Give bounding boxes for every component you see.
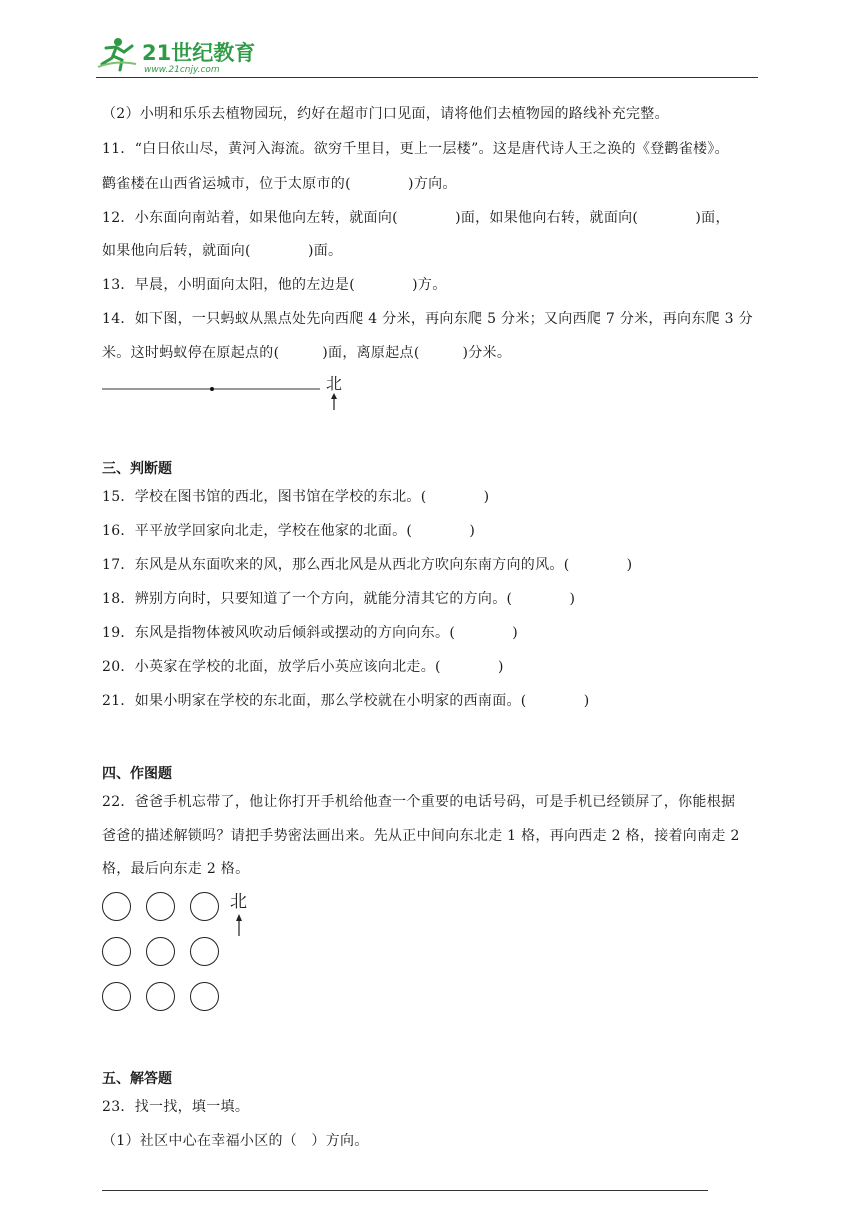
- question-12-line-1: 12．小东面向南站着，如果他向左转，就面向( )面，如果他向右转，就面向( )面，: [102, 210, 730, 226]
- pattern-dot[interactable]: [190, 982, 219, 1011]
- section-5-title: 五、解答题: [102, 1071, 172, 1087]
- question-11-line-2: 鹳雀楼在山西省运城市，位于太原市的( )方向。: [102, 176, 457, 192]
- question-19: 19．东风是指物体被风吹动后倾斜或摆动的方向向东。( ): [102, 625, 519, 641]
- svg-text:21世纪教育: 21世纪教育: [142, 41, 256, 65]
- logo: [96, 34, 261, 74]
- page-header: [96, 30, 758, 78]
- grid-north-indicator: [230, 892, 252, 938]
- pattern-dot[interactable]: [146, 892, 175, 921]
- question-13: 13．早晨，小明面向太阳，他的左边是( )方。: [102, 277, 447, 293]
- question-11-line-1: 11．“白日依山尽，黄河入海流。欲穷千里目，更上一层楼”。这是唐代诗人王之涣的《登鹳雀楼》。: [102, 141, 729, 157]
- north-arrow-icon: [331, 393, 337, 399]
- question-23: 23．找一找，填一填。: [102, 1099, 250, 1115]
- north-label: 北: [326, 374, 343, 393]
- footer-divider: [102, 1190, 708, 1191]
- pattern-dot[interactable]: [146, 937, 175, 966]
- pattern-dot[interactable]: [190, 892, 219, 921]
- question-17: 17．东风是从东面吹来的风，那么西北风是从西北方吹向东南方向的风。( ): [102, 557, 633, 573]
- question-18: 18．辨别方向时，只要知道了一个方向，就能分清其它的方向。( ): [102, 591, 576, 607]
- start-dot: [210, 387, 214, 391]
- question-12-line-2: 如果他向后转，就面向( )面。: [102, 243, 343, 259]
- unlock-pattern-grid: [102, 890, 282, 1020]
- question-14-line-1: 14．如下图，一只蚂蚁从黑点处先向西爬 4 分米，再向东爬 5 分米；又向西爬 7 分米，再向东爬 3 分: [102, 311, 753, 327]
- question-15: 15．学校在图书馆的西北，图书馆在学校的东北。( ): [102, 489, 490, 505]
- pattern-dot[interactable]: [102, 937, 131, 966]
- pattern-dot[interactable]: [146, 982, 175, 1011]
- svg-text:www.21cnjy.com: www.21cnjy.com: [144, 65, 220, 74]
- header-divider: [96, 77, 758, 78]
- section-3-title: 三、判断题: [102, 461, 172, 477]
- question-20: 20．小英家在学校的北面，放学后小英应该向北走。( ): [102, 659, 504, 675]
- question-22-line-1: 22．爸爸手机忘带了，他让你打开手机给他查一个重要的电话号码，可是手机已经锁屏了，你能根据: [102, 794, 736, 810]
- runner-logo-icon: [96, 34, 261, 74]
- ant-path-diagram: [102, 372, 362, 412]
- question-16: 16．平平放学回家向北走，学校在他家的北面。( ): [102, 523, 476, 539]
- pattern-dot[interactable]: [102, 982, 131, 1011]
- pattern-dot[interactable]: [102, 892, 131, 921]
- question-text: （2）小明和乐乐去植物园玩，约好在超市门口见面，请将他们去植物园的路线补充完整。: [102, 106, 669, 122]
- question-21: 21．如果小明家在学校的东北面，那么学校就在小明家的西南面。( ): [102, 693, 590, 709]
- north-label: 北: [230, 892, 247, 912]
- question-22-line-2: 爸爸的描述解锁吗？请把手势密法画出来。先从正中间向东北走 1 格，再向西走 2 格，接着向南走 2: [102, 828, 740, 844]
- north-arrow-icon: [236, 914, 242, 921]
- question-14-line-2: 米。这时蚂蚁停在原起点的( )面，离原起点( )分米。: [102, 345, 512, 361]
- question-22-line-3: 格，最后向东走 2 格。: [102, 861, 250, 877]
- pattern-dot[interactable]: [190, 937, 219, 966]
- section-4-title: 四、作图题: [102, 766, 172, 782]
- question-23-part-1: （1）社区中心在幸福小区的（ ）方向。: [102, 1133, 369, 1149]
